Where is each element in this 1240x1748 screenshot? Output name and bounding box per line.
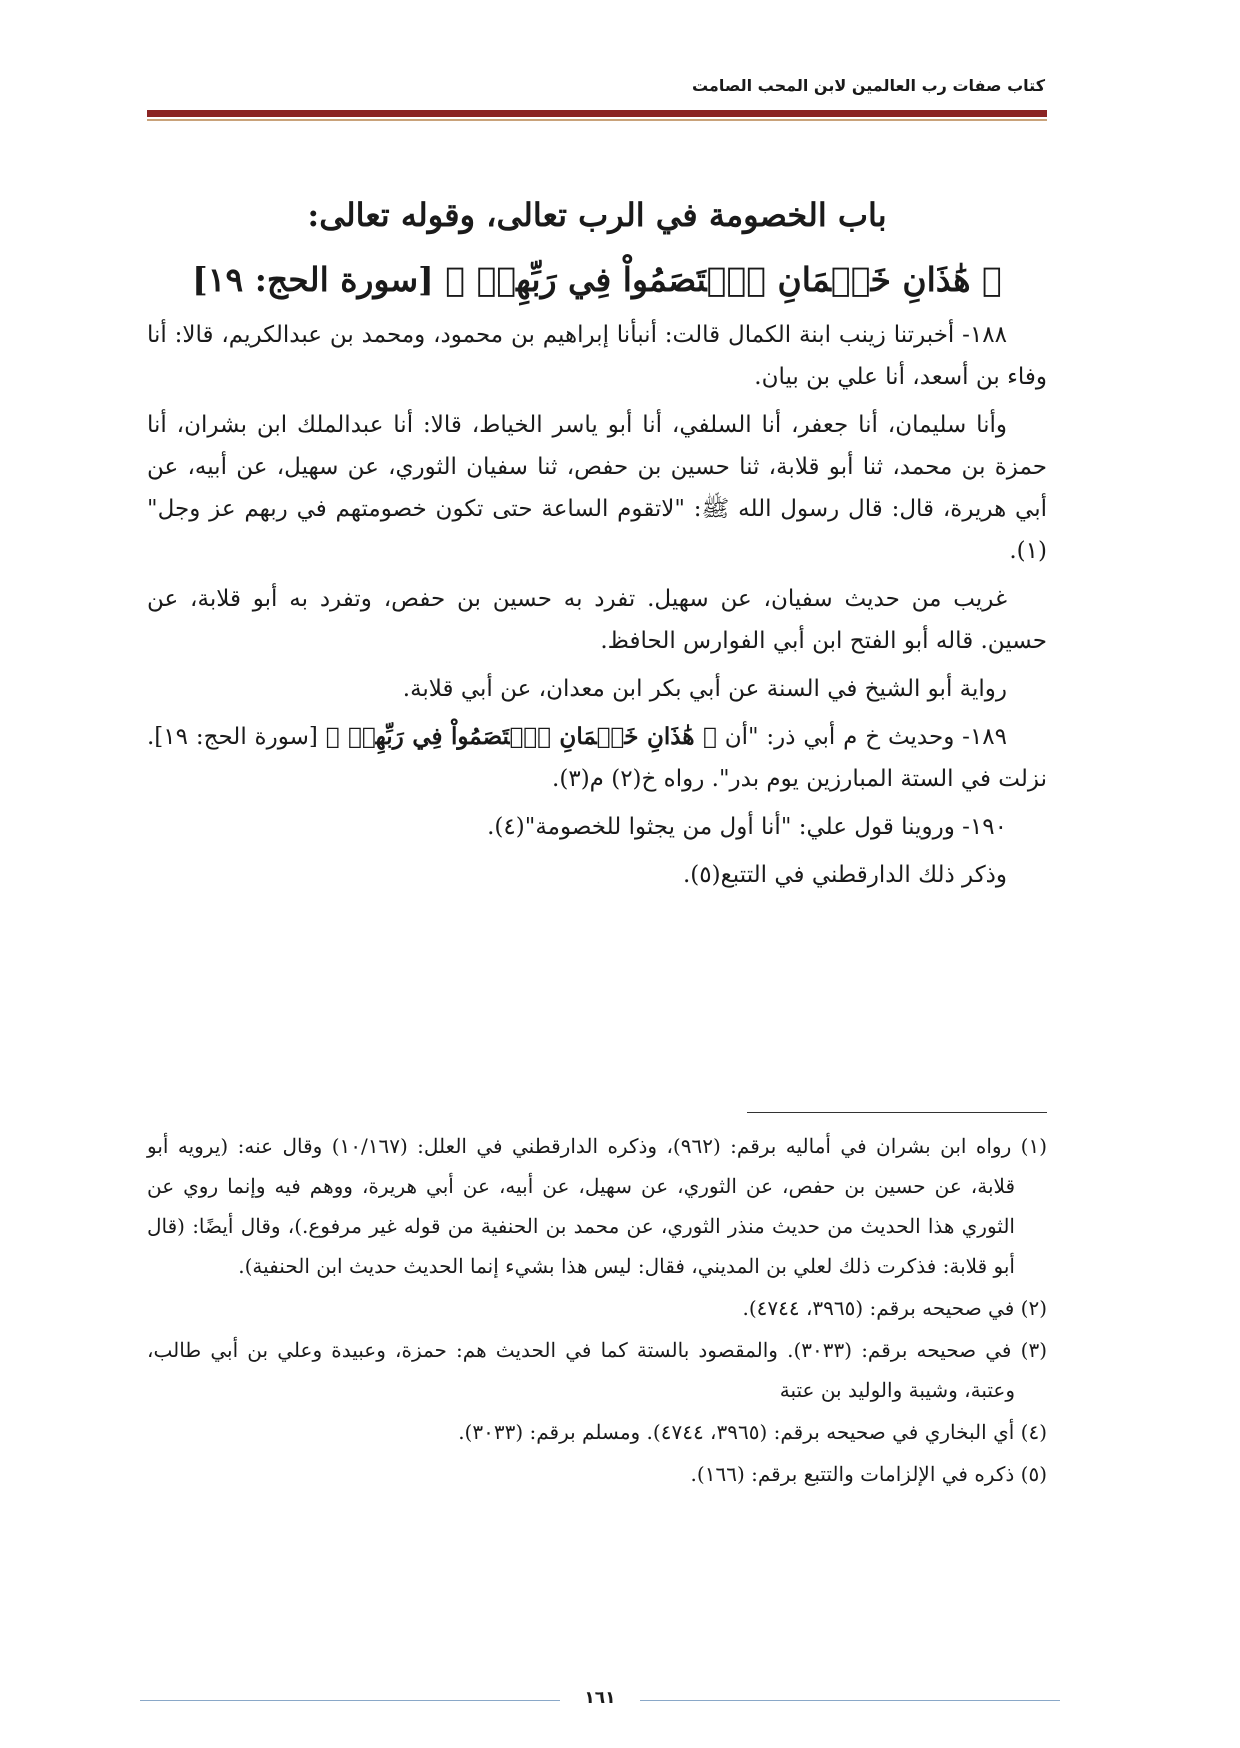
hadith-188-chain: وأنا سليمان، أنا جعفر، أنا السلفي، أنا أبو ياسر الخياط، قالا: أنا عبدالملك ابن بشران، أنا حمزة بن محمد، ثنا أبو قلابة، ثنا حسين بن حفص، ثنا سفيان الثوري، عن سهيل، عن أبيه، عن أبي هريرة، قال: قال رسول الله ﷺ: "لاتقوم الساعة حتى تكون خصومتهم في ربهم عز وجل"(١). xyxy=(147,412,1047,564)
hadith-189 xyxy=(147,716,1047,800)
footnote-5: (٥) ذكره في الإلزامات والتتبع برقم: (١٦٦). xyxy=(690,1462,1047,1486)
verse-heading xyxy=(147,254,1047,306)
hadith-189-start: ١٨٩- وحديث خ م أبي ذر: "أن xyxy=(724,724,1008,750)
footnote-3: (٣) في صحيحه برقم: (٣٠٣٣). والمقصود بالستة كما في الحديث هم: حمزة، وعبيدة وعلي بن أبي طالب، وعتبة، وشيبة والوليد بن عتبة xyxy=(147,1338,1047,1402)
verse-open-bracket: ﴿ xyxy=(982,260,1002,299)
running-header: كتاب صفات رب العالمين لابن المحب الصامت xyxy=(691,76,1045,95)
hadith-190: ١٩٠- وروينا قول علي: "أنا أول من يجثوا للخصومة"(٤). xyxy=(487,814,1007,840)
hadith-190-note: وذكر ذلك الدارقطني في التتبع(٥). xyxy=(682,862,1007,888)
footnote-4: (٤) أي البخاري في صحيحه برقم: (٣٩٦٥، ٤٧٤٤). ومسلم برقم: (٣٠٣٣). xyxy=(458,1420,1047,1444)
verse-reference: [سورة الحج: ١٩] xyxy=(192,260,434,299)
verse-text: هَٰذَانِ خَصۡمَانِ ٱخۡتَصَمُواْ فِي رَبِّهِمۡ xyxy=(476,260,971,299)
footnotes xyxy=(147,1126,1047,1496)
gharib-note: غريب من حديث سفيان، عن سهيل. تفرد به حسين بن حفص، وتفرد به أبو قلابة، عن حسين. قاله أبو الفتح ابن أبي الفوارس الحافظ. xyxy=(147,586,1047,654)
header-rule xyxy=(147,110,1047,117)
chapter-title: باب الخصومة في الرب تعالى، وقوله تعالى: xyxy=(307,196,887,234)
footer-rule-left xyxy=(140,1700,560,1701)
footnote-2: (٢) في صحيحه برقم: (٣٩٦٥، ٤٧٤٤). xyxy=(742,1296,1047,1320)
footnote-1: (١) رواه ابن بشران في أماليه برقم: (٩٦٢)، وذكره الدارقطني في العلل: (١٠/١٦٧) وقال عنه: (يرويه أبو قلابة، عن حسين بن حفص، عن الثوري، عن سهيل، عن أبيه، عن أبي هريرة، ووهم فيه وإنما روي عن الثوري هذا الحديث من حديث منذر الثوري، عن محمد بن الحنفية من قوله غير مرفوع.)، وقال أيضًا: (قال أبو قلابة: فذكرت ذلك لعلي بن المديني، فقال: ليس هذا بشيء إنما الحديث حديث ابن الحنفية). xyxy=(147,1134,1047,1278)
hadith-188: ١٨٨- أخبرتنا زينب ابنة الكمال قالت: أنبأنا إبراهيم بن محمود، ومحمد بن عبدالكريم، قالا: أنا وفاء بن أسعد، أنا علي بن بيان. xyxy=(147,322,1047,390)
page-number: ١٦١ xyxy=(584,1688,616,1708)
verse-close-bracket: ﴾ xyxy=(445,260,466,299)
hadith-189-end: [سورة الحج: ١٩]. نزلت في الستة المبارزين يوم بدر". رواه خ(٢) م(٣). xyxy=(147,724,1047,792)
footnote-divider xyxy=(747,1112,1047,1113)
riwaya-note: رواية أبو الشيخ في السنة عن أبي بكر ابن معدان، عن أبي قلابة. xyxy=(402,676,1007,702)
hadith-189-verse: ﴿ هَٰذَانِ خَصۡمَانِ ٱخۡتَصَمُواْ فِي رَبِّهِمۡ ﴾ xyxy=(325,723,717,750)
footer-rule-right xyxy=(640,1700,1060,1701)
header-rule-accent xyxy=(147,119,1047,121)
main-content xyxy=(147,190,1047,902)
